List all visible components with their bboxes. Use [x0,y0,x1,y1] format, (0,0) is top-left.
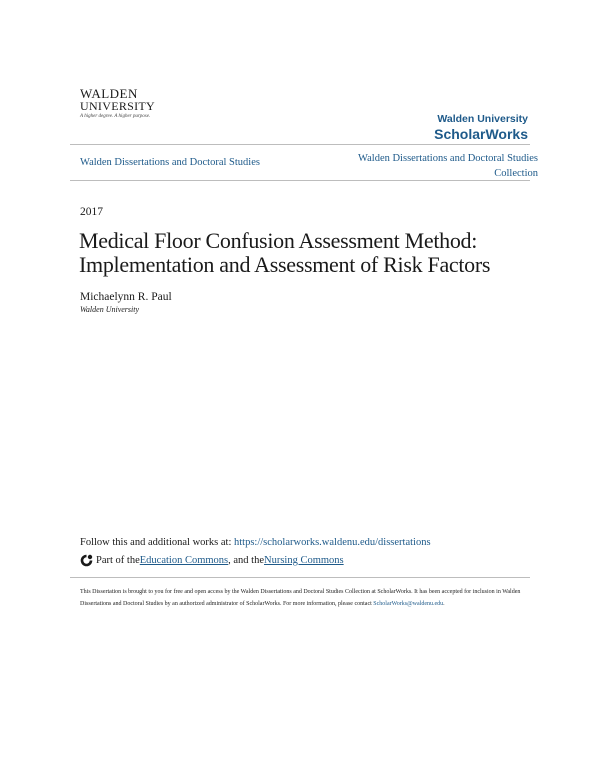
access-notice-end: . [443,601,445,607]
scholarworks-logo-line1: Walden University [437,113,528,125]
footer-divider [70,577,530,578]
part-of-prefix: Part of the [96,555,140,566]
part-of-line [80,554,344,567]
nav-link-collection-line1: Walden Dissertations and Doctoral Studies [358,153,538,164]
header-divider-bottom [70,180,530,181]
nav-link-dissertations[interactable]: Walden Dissertations and Doctoral Studies [80,157,260,168]
follow-line [80,537,431,548]
walden-university-logo [80,88,170,128]
publication-year: 2017 [80,206,103,218]
part-of-middle: , and the [228,555,264,566]
nav-link-collection-line2: Collection [494,168,538,179]
nursing-commons-link[interactable]: Nursing Commons [264,555,344,566]
scholarworks-logo-line2: ScholarWorks [434,126,528,142]
document-title: Medical Floor Confusion Assessment Method: Implementation and Assessment of Risk Factors [79,228,491,277]
education-commons-link[interactable]: Education Commons [139,555,229,566]
nav-link-collection[interactable] [358,151,538,181]
follow-prefix: Follow this and additional works at: [80,537,234,548]
header-divider-top [70,144,530,145]
follow-url-link[interactable]: https://scholarworks.waldenu.edu/dissertations [234,537,431,548]
author-affiliation: Walden University [80,305,140,314]
logo-walden-text: WALDEN [80,86,138,101]
contact-email-link[interactable]: ScholarWorks@waldenu.edu [373,601,444,607]
commons-icon [80,554,93,567]
author-name: Michaelynn R. Paul [80,291,172,303]
access-notice-text: This Dissertation is brought to you for free and open access by the Walden Dissertations and Doctoral Studies Collection at ScholarWorks. It has been accepted for inclusion in Walden Dissertations and Doctoral Studies by an authorized administrator of ScholarWorks. For more information, please contact [80,589,521,607]
access-notice [80,586,528,610]
logo-tagline: A higher degree. A higher purpose. [80,114,151,119]
logo-university-text: UNIVERSITY [80,99,155,113]
scholarworks-logo[interactable] [434,113,528,142]
